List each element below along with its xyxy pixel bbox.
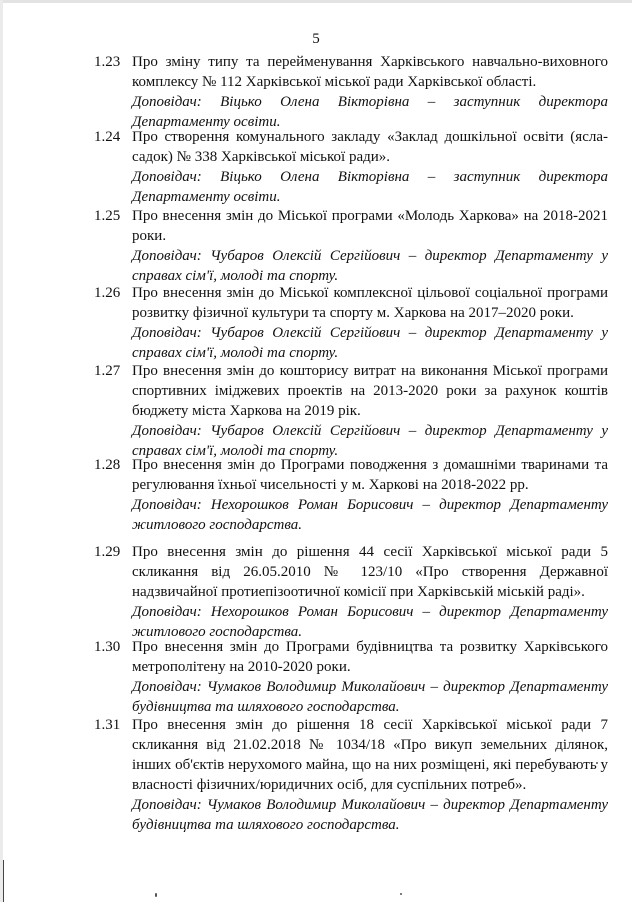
item-title: Про внесення змін до рішення 18 сесії Харківської міської ради 7 скликання від 21.02.2018 № 1034/18 «Про викуп земельних ділянок, інших об'єктів нерухомого майна, що на них розміщені, які перебувають у власності фізичних/юридичних осіб, для суспільних потреб». bbox=[132, 717, 608, 793]
item-number: 1.31 bbox=[94, 717, 121, 733]
item-speaker: Доповідач: Чубаров Олексій Сергійович – директор Департаменту у справах сім'ї, молоді та спорту. bbox=[132, 423, 608, 459]
scan-speck bbox=[155, 893, 157, 897]
item-body bbox=[132, 52, 608, 132]
item-speaker: Доповідач: Чубаров Олексій Сергійович – директор Департаменту у справах сім'ї, молоді та спорту. bbox=[132, 248, 608, 284]
item-title: Про внесення змін до Програми поводження з домашніми тваринами та регулювання їхньої чисельності у м. Харкові на 2018-2022 рр. bbox=[132, 457, 608, 493]
item-speaker: Доповідач: Віцько Олена Вікторівна – заступник директора Департаменту освіти. bbox=[132, 169, 608, 205]
item-body bbox=[132, 637, 608, 717]
item-title: Про створення комунального закладу «Заклад дошкільної освіти (ясла-садок) № 338 Харківської міської ради». bbox=[132, 129, 608, 165]
item-speaker: Доповідач: Чумаков Володимир Миколайович – директор Департаменту будівництва та шляхового господарства. bbox=[132, 797, 608, 833]
page-number: 5 bbox=[312, 31, 320, 47]
item-body bbox=[132, 455, 608, 535]
item-speaker: Доповідач: Чумаков Володимир Миколайович – директор Департаменту будівництва та шляхового господарства. bbox=[132, 679, 608, 715]
item-body bbox=[132, 361, 608, 461]
item-number: 1.26 bbox=[94, 285, 121, 301]
item-speaker: Доповідач: Чубаров Олексій Сергійович – директор Департаменту у справах сім'ї, молоді та спорту. bbox=[132, 325, 608, 361]
item-number: 1.23 bbox=[94, 54, 121, 70]
item-body bbox=[132, 283, 608, 363]
item-number: 1.24 bbox=[94, 129, 121, 145]
item-number: 1.28 bbox=[94, 457, 121, 473]
item-number: 1.30 bbox=[94, 639, 121, 655]
item-body bbox=[132, 715, 608, 835]
item-speaker: Доповідач: Віцько Олена Вікторівна – заступник директора Департаменту освіти. bbox=[132, 94, 608, 130]
item-title: Про внесення змін до Програми будівництва та розвитку Харківського метрополітену на 2010-2020 роки. bbox=[132, 639, 608, 675]
item-title: Про внесення змін до рішення 44 сесії Харківської міської ради 5 скликання від 26.05.2010 № 123/10 «Про створення Державної надзвичайної протиепізоотичної комісії при Харківській міській раді». bbox=[132, 544, 608, 600]
scan-edge-left bbox=[0, 0, 3, 902]
item-body bbox=[132, 542, 608, 642]
item-number: 1.29 bbox=[94, 544, 121, 560]
item-number: 1.25 bbox=[94, 208, 121, 224]
item-body bbox=[132, 127, 608, 207]
item-title: Про внесення змін до кошторису витрат на виконання Міської програми спортивних іміджевих проектів на 2013-2020 роки за рахунок коштів бюджету міста Харкова на 2019 рік. bbox=[132, 363, 608, 419]
item-title: Про внесення змін до Міської програми «Молодь Харкова» на 2018-2021 роки. bbox=[132, 208, 608, 244]
item-speaker: Доповідач: Нехорошков Роман Борисович – директор Департаменту житлового господарства. bbox=[132, 497, 608, 533]
item-title: Про внесення змін до Міської комплексної цільової соціальної програми розвитку фізичної культури та спорту м. Харкова на 2017–2020 роки. bbox=[132, 285, 608, 321]
item-number: 1.27 bbox=[94, 363, 121, 379]
scan-edge-line bbox=[3, 860, 4, 902]
item-body bbox=[132, 206, 608, 286]
scan-speck bbox=[400, 893, 402, 895]
item-title: Про зміну типу та перейменування Харківського навчально-виховного комплексу № 112 Харківської міської ради Харківської області. bbox=[132, 54, 608, 90]
scan-edge-top bbox=[0, 0, 632, 3]
item-speaker: Доповідач: Нехорошков Роман Борисович – директор Департаменту житлового господарства. bbox=[132, 604, 608, 640]
